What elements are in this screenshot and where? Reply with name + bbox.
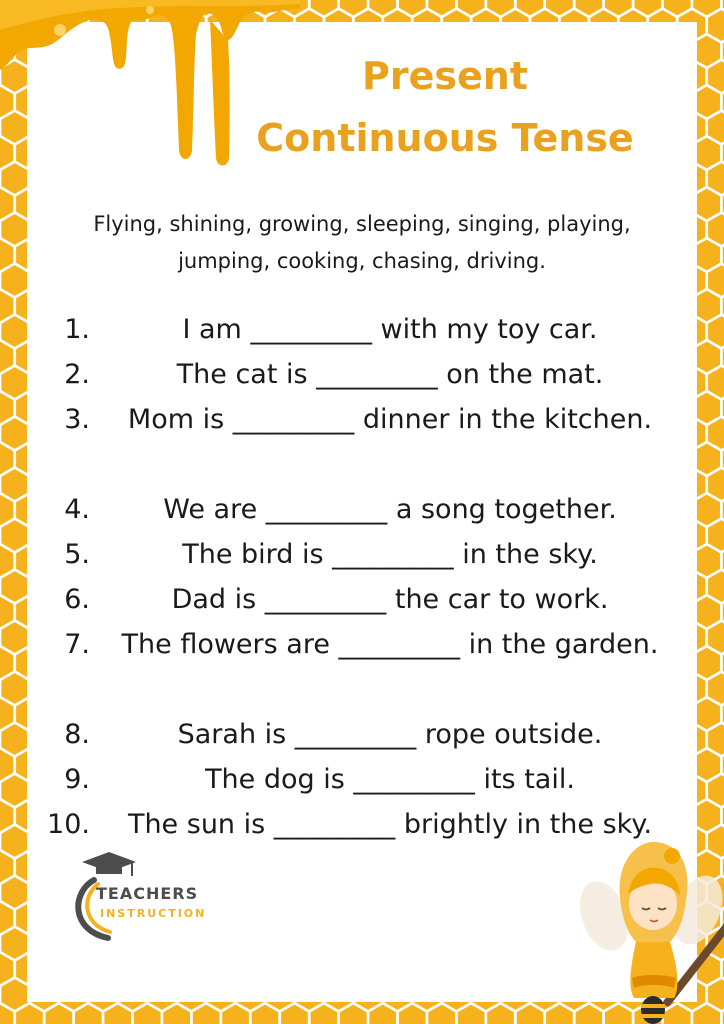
question-text: I am _________ with my toy car. xyxy=(182,314,598,345)
question-text: Mom is _________ dinner in the kitchen. xyxy=(127,404,653,435)
question-text: The bird is _________ in the sky. xyxy=(182,539,598,570)
question-text: The sun is _________ brightly in the sky. xyxy=(127,809,653,840)
teachers-instruction-logo xyxy=(66,850,226,942)
question-text: We are _________ a song together. xyxy=(163,494,617,525)
question-item xyxy=(0,757,724,802)
question-number: 3. xyxy=(64,404,90,435)
page-title-line-1: Present xyxy=(362,54,528,98)
word-bank-line-1: Flying, shining, growing, sleeping, singing, playing, xyxy=(93,212,631,236)
question-item xyxy=(0,622,724,712)
question-text: The dog is _________ its tail. xyxy=(205,764,575,795)
honey-bee-fairy-illustration xyxy=(580,838,724,1024)
question-item xyxy=(0,307,724,352)
question-text: The cat is _________ on the mat. xyxy=(176,359,604,390)
question-number: 9. xyxy=(64,764,90,795)
question-number: 1. xyxy=(64,314,90,345)
word-bank-line-2: jumping, cooking, chasing, driving. xyxy=(178,249,546,273)
question-item xyxy=(0,487,724,532)
question-item xyxy=(0,397,724,487)
question-text: The flowers are _________ in the garden. xyxy=(121,629,659,660)
question-list xyxy=(0,307,724,892)
logo-text-instruction: INSTRUCTION xyxy=(100,907,207,920)
question-number: 5. xyxy=(64,539,90,570)
question-number: 8. xyxy=(64,719,90,750)
question-item xyxy=(0,577,724,622)
page-title-line-2: Continuous Tense xyxy=(256,116,634,160)
question-number: 7. xyxy=(64,629,90,660)
graduation-cap-icon xyxy=(82,852,136,876)
question-item xyxy=(0,352,724,397)
question-text: Dad is _________ the car to work. xyxy=(171,584,609,615)
question-text: Sarah is _________ rope outside. xyxy=(177,719,603,750)
question-number: 4. xyxy=(64,494,90,525)
question-number: 10. xyxy=(47,809,90,840)
question-item xyxy=(0,532,724,577)
word-bank xyxy=(30,206,694,280)
logo-text-teachers: TEACHERS xyxy=(96,884,199,903)
question-item xyxy=(0,712,724,757)
question-number: 6. xyxy=(64,584,90,615)
question-number: 2. xyxy=(64,359,90,390)
